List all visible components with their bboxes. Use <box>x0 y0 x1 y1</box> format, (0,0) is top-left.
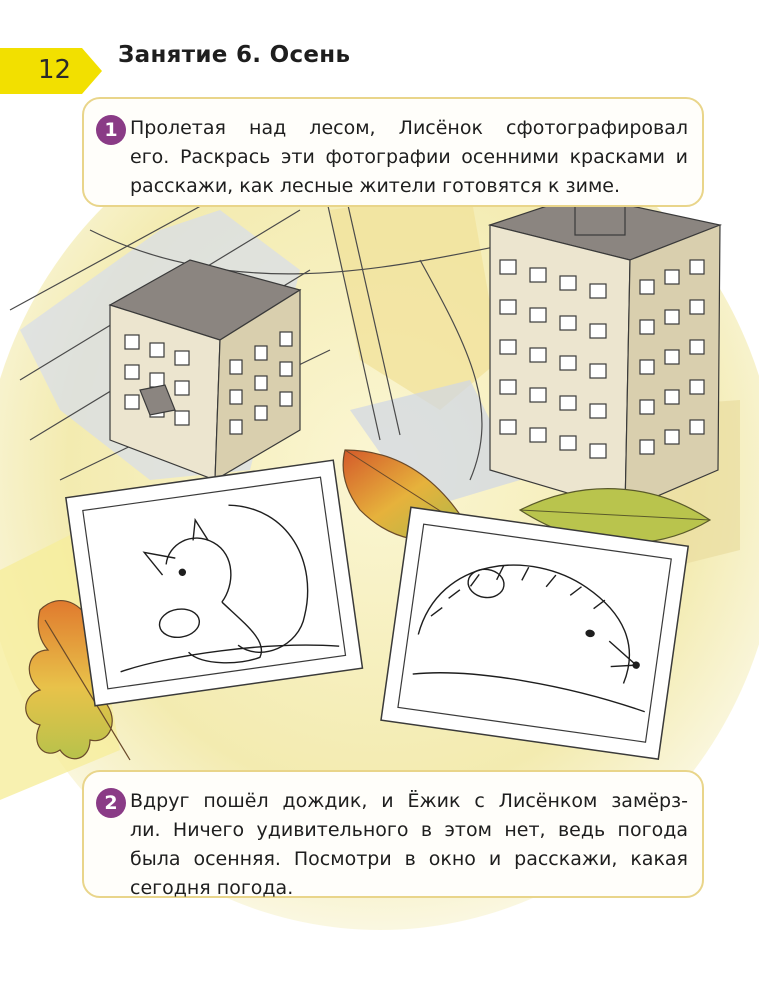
lesson-title: Занятие 6. Осень <box>118 42 351 68</box>
left-building-illustration <box>110 260 300 480</box>
right-building-illustration <box>490 195 720 510</box>
task-1-line: расскажи, как лесные жители готовятся к зиме. <box>130 175 621 197</box>
hedgehog-photo <box>381 507 688 759</box>
task-2-text <box>130 787 688 903</box>
task-2-line: ли. Ничего удивительного в этом нет, ведь погода <box>130 819 688 841</box>
task-number-badge: 1 <box>96 115 126 145</box>
page-number: 12 <box>38 55 72 85</box>
task-1-line: Пролетая над лесом, Лисёнок сфотографировал <box>130 117 688 139</box>
task-2-line: была осенняя. Посмотри в окно и расскажи, какая <box>130 848 688 870</box>
squirrel-photo <box>66 460 363 706</box>
task-1-line: его. Раскрась эти фотографии осенними красками и <box>130 146 688 168</box>
task-2-line: сегодня погода. <box>130 877 294 899</box>
task-number-badge: 2 <box>96 788 126 818</box>
task-2-line: Вдруг пошёл дождик, и Ёжик с Лисёнком замёрз- <box>130 790 688 812</box>
task-2-box <box>82 770 704 898</box>
task-1-text <box>130 114 688 201</box>
task-1-box <box>82 97 704 207</box>
